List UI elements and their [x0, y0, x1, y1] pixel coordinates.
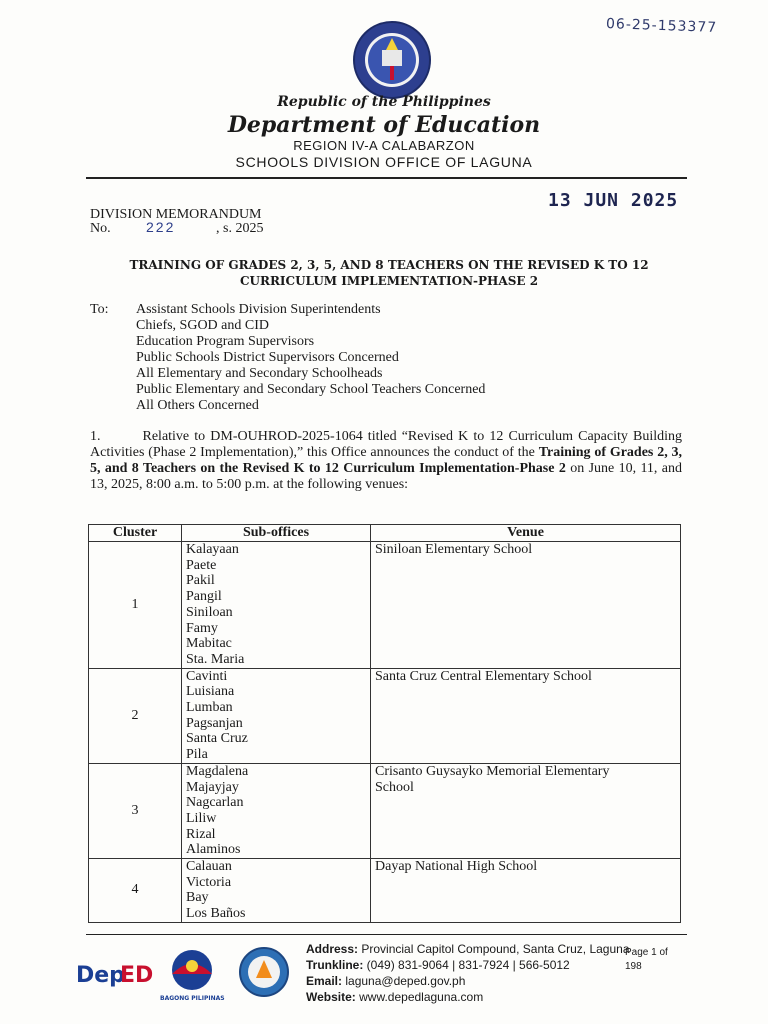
venue-line: School [375, 779, 414, 795]
footer-address: Address: Provincial Capitol Compound, Santa Cruz, Laguna [306, 942, 630, 956]
paragraph-bold-title: Training of Grades 2, 3, 5, and 8 Teachers on the Revised K to 12 Curriculum Implementation-Phase 2 [90, 445, 683, 476]
recipient-item: Chiefs, SGOD and CID [136, 318, 269, 333]
footer-website: Website: www.depedlaguna.com [306, 990, 484, 1004]
recipient-item: Public Schools District Supervisors Concerned [136, 350, 399, 365]
page-number: Page 1 of 198 [625, 947, 668, 972]
sub-office: Mabitac [186, 636, 232, 652]
memo-number: 222 [146, 219, 176, 235]
sub-office: Pagsanjan [186, 715, 243, 731]
paragraph-text-2: on June 10, 11, and 13, 2025, 8:00 a.m. to 5:00 p.m. at the following venues: [90, 461, 683, 492]
sub-office: Sta. Maria [186, 651, 245, 667]
sub-office: Siniloan [186, 604, 233, 620]
header-department: Department of Education [227, 112, 541, 138]
sub-office: Cavinti [186, 668, 228, 684]
svg-text:BAGONG PILIPINAS: BAGONG PILIPINAS [160, 995, 225, 1002]
footer-divider [86, 934, 687, 935]
sub-offices-cell [182, 668, 371, 763]
sub-office: Calauan [186, 859, 232, 875]
sub-office: Nagcarlan [186, 795, 244, 811]
bagong-pilipinas-logo-icon [160, 950, 225, 1002]
recipient-item: All Others Concerned [136, 398, 259, 413]
division-of-laguna-seal-icon [240, 948, 288, 996]
sub-office: Victoria [186, 874, 232, 890]
table-row [89, 668, 681, 763]
table-row [89, 542, 681, 669]
venue-cell [371, 542, 681, 669]
venue-cell [371, 859, 681, 923]
venue-line: Santa Cruz Central Elementary School [375, 668, 592, 684]
paragraph-1 [90, 429, 682, 493]
header-venue: Venue [371, 525, 681, 542]
footer-email: Email: laguna@deped.gov.ph [306, 974, 466, 988]
header-republic: Republic of the Philippines [277, 94, 491, 110]
sub-office: Luisiana [186, 684, 235, 700]
sub-office: Pakil [186, 573, 215, 589]
venue-line: Siniloan Elementary School [375, 542, 533, 557]
handwritten-reference-number: 06-25-153377 [605, 16, 718, 36]
sub-office: Bay [186, 890, 209, 906]
sub-office: Kalayaan [186, 542, 239, 557]
table-row [89, 859, 681, 923]
sub-office: Santa Cruz [186, 731, 248, 747]
cluster-cell: 1 [89, 542, 182, 669]
svg-text:Dep: Dep [76, 963, 125, 988]
sub-offices-cell [182, 859, 371, 923]
memo-label: DIVISION MEMORANDUM [90, 207, 262, 222]
sub-office: Magdalena [186, 763, 249, 779]
sub-office: Alaminos [186, 842, 241, 858]
header-office: SCHOOLS DIVISION OFFICE OF LAGUNA [235, 154, 533, 170]
to-label: To: [90, 302, 109, 317]
paragraph-number: 1. [90, 429, 101, 444]
sub-offices-cell [182, 763, 371, 858]
memo-title-line2: CURRICULUM IMPLEMENTATION-PHASE 2 [239, 274, 539, 288]
cluster-cell: 3 [89, 763, 182, 858]
venue-cell [371, 763, 681, 858]
paragraph-text-1: Relative to DM-OUHROD-2025-1064 titled “Revised K to 12 Curriculum Capacity Building Activities (Phase 2 Implementation),” this Office announces the conduct of the [90, 429, 682, 460]
footer-logos [74, 944, 304, 1004]
memo-title [90, 257, 688, 289]
recipient-item: Education Program Supervisors [136, 334, 315, 349]
sub-office: Pangil [186, 589, 222, 605]
header-divider [86, 177, 687, 179]
header-region: REGION IV-A CALABARZON [293, 138, 475, 153]
sub-office: Liliw [186, 810, 217, 826]
header-sub-offices: Sub-offices [182, 525, 371, 542]
deped-logo-icon [76, 963, 153, 988]
recipient-list [136, 302, 485, 414]
header-cluster: Cluster [89, 525, 182, 542]
table-header-row [89, 525, 681, 542]
venue-line: Dayap National High School [375, 859, 538, 875]
memo-title-line1: TRAINING OF GRADES 2, 3, 5, AND 8 TEACHERS ON THE REVISED K TO 12 [129, 258, 649, 272]
sub-office: Paete [186, 557, 217, 573]
venue-table [88, 524, 681, 923]
footer-trunkline: Trunkline: (049) 831-9064 | 831-7924 | 566-5012 [306, 958, 570, 972]
sub-office: Lumban [186, 700, 233, 716]
venue-line: Crisanto Guysayko Memorial Elementary [375, 763, 610, 779]
date-stamp: 13 JUN 2025 [548, 190, 679, 211]
memo-number-line [90, 219, 264, 237]
sub-office: Los Baños [186, 906, 246, 922]
cluster-cell: 4 [89, 859, 182, 923]
sub-office: Famy [186, 620, 218, 636]
sub-offices-cell [182, 542, 371, 669]
sub-office: Rizal [186, 826, 216, 842]
memo-no-label: No. [90, 221, 111, 236]
svg-text:ED: ED [120, 963, 154, 988]
memo-series: , s. 2025 [216, 221, 264, 236]
venue-cell [371, 668, 681, 763]
recipient-item: Assistant Schools Division Superintendents [136, 302, 381, 317]
sub-office: Majayjay [186, 779, 239, 795]
footer-contact [306, 941, 630, 1005]
sub-office: Pila [186, 747, 208, 763]
deped-seal-icon [352, 20, 432, 100]
recipient-item: All Elementary and Secondary Schoolheads [136, 366, 383, 381]
cluster-cell: 2 [89, 668, 182, 763]
table-row [89, 763, 681, 858]
recipient-item: Public Elementary and Secondary School Teachers Concerned [136, 382, 486, 397]
